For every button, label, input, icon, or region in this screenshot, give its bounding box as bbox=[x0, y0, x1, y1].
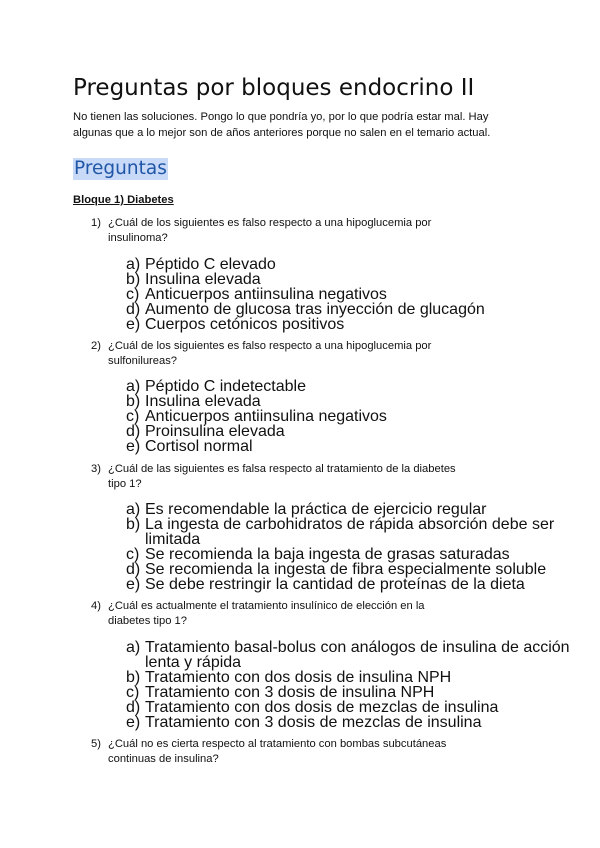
option-letter: b) bbox=[126, 393, 141, 410]
option-letter: d) bbox=[126, 699, 141, 716]
option-letter: b) bbox=[126, 271, 141, 288]
option-text-line: Es recomendable la práctica de ejercicio regular bbox=[145, 501, 487, 518]
block-title: Bloque 1) Diabetes bbox=[73, 194, 174, 206]
option-letter: c) bbox=[126, 546, 140, 563]
question-text-line: tipo 1? bbox=[108, 478, 142, 490]
option-text bbox=[145, 714, 482, 731]
question-text bbox=[108, 599, 468, 629]
option-text bbox=[145, 317, 465, 332]
option-text-line: lenta y rápida bbox=[145, 654, 242, 671]
option-text-line: Se recomienda la ingesta de fibra especialmente soluble bbox=[145, 561, 547, 578]
option-text-line: Aumento de glucosa tras inyección de glucagón bbox=[145, 301, 485, 318]
option-text-line: Tratamiento con 3 dosis de mezclas de insulina bbox=[145, 714, 482, 731]
option-text-line: Anticuerpos antiinsulina negativos bbox=[145, 408, 387, 425]
option-text-line: limitada bbox=[145, 531, 201, 548]
option-text bbox=[145, 699, 499, 716]
option-text bbox=[145, 287, 465, 302]
question-text-line: diabetes tipo 1? bbox=[108, 615, 187, 627]
option-letter: a) bbox=[126, 639, 141, 656]
question-text-line: ¿Cuál no es cierta respecto al tratamiento con bombas subcutáneas bbox=[108, 738, 447, 750]
option-text-line: Tratamiento con dos dosis de insulina NPH bbox=[145, 669, 452, 686]
option-text bbox=[145, 394, 465, 409]
option-text-line: Anticuerpos antiinsulina negativos bbox=[145, 286, 387, 303]
intro-paragraph bbox=[73, 109, 543, 141]
option-letter: b) bbox=[126, 669, 141, 686]
option-letter: d) bbox=[126, 423, 141, 440]
question-text-line: ¿Cuál de los siguientes es falso respecto a una hipoglucemia por bbox=[108, 217, 432, 229]
option-letter: a) bbox=[126, 256, 141, 273]
option-text bbox=[145, 516, 555, 548]
question-text bbox=[108, 462, 468, 492]
intro-line: algunas que a lo mejor son de años anteriores porque no salen en el temario actual. bbox=[73, 127, 491, 139]
option-letter: d) bbox=[126, 301, 141, 318]
option-letter: e) bbox=[126, 576, 141, 593]
option-text bbox=[145, 546, 510, 563]
intro-line: No tienen las soluciones. Pongo lo que pondría yo, por lo que podría estar mal. Hay bbox=[73, 111, 489, 123]
option-text-line: Tratamiento con dos dosis de mezclas de insulina bbox=[145, 699, 499, 716]
option-text bbox=[145, 561, 547, 578]
document-title: Preguntas por bloques endocrino II bbox=[73, 75, 475, 101]
question-text-line: sulfonilureas? bbox=[108, 355, 178, 367]
option-text bbox=[145, 685, 465, 700]
option-text-line: Cortisol normal bbox=[145, 438, 253, 455]
section-heading: Preguntas bbox=[74, 158, 167, 179]
option-letter: c) bbox=[126, 408, 140, 425]
option-text bbox=[145, 409, 465, 424]
option-text bbox=[145, 439, 465, 454]
question-number: 3) bbox=[91, 463, 101, 475]
option-letter: c) bbox=[126, 684, 140, 701]
option-text-line: Péptido C elevado bbox=[145, 256, 276, 273]
option-text bbox=[145, 379, 465, 394]
option-text-line: Proinsulina elevada bbox=[145, 423, 285, 440]
option-letter: e) bbox=[126, 438, 141, 455]
option-text bbox=[145, 501, 487, 518]
option-text-line: Se debe restringir la cantidad de proteínas de la dieta bbox=[145, 576, 525, 593]
option-text bbox=[145, 272, 465, 287]
question-number: 5) bbox=[91, 738, 101, 750]
option-text-line: Tratamiento basal-bolus con análogos de insulina de acción bbox=[145, 639, 570, 656]
option-letter: c) bbox=[126, 286, 140, 303]
option-text-line: Insulina elevada bbox=[145, 393, 261, 410]
option-letter: d) bbox=[126, 561, 141, 578]
option-text-line: Insulina elevada bbox=[145, 271, 261, 288]
option-text bbox=[145, 639, 570, 671]
question-number: 2) bbox=[91, 340, 101, 352]
option-text-line: Cuerpos cetónicos positivos bbox=[145, 316, 345, 333]
question-number: 4) bbox=[91, 600, 101, 612]
question-text-line: ¿Cuál de los siguientes es falso respecto a una hipoglucemia por bbox=[108, 340, 432, 352]
option-letter: a) bbox=[126, 501, 141, 518]
question-text-line: ¿Cuál es actualmente el tratamiento insulínico de elección en la bbox=[108, 600, 425, 612]
option-text-line: Se recomienda la baja ingesta de grasas saturadas bbox=[145, 546, 510, 563]
question-text-line: insulinoma? bbox=[108, 232, 168, 244]
option-letter: b) bbox=[126, 516, 141, 533]
question-text bbox=[108, 737, 468, 767]
question-text bbox=[108, 339, 468, 369]
option-text-line: Tratamiento con 3 dosis de insulina NPH bbox=[145, 684, 435, 701]
option-letter: a) bbox=[126, 378, 141, 395]
option-text bbox=[145, 424, 465, 439]
option-text bbox=[145, 257, 465, 272]
option-text-line: Péptido C indetectable bbox=[145, 378, 306, 395]
option-text-line: La ingesta de carbohidratos de rápida absorción debe ser bbox=[145, 516, 555, 533]
option-text bbox=[145, 670, 465, 685]
question-number: 1) bbox=[91, 217, 101, 229]
option-letter: e) bbox=[126, 714, 141, 731]
option-letter: e) bbox=[126, 316, 141, 333]
question-text-line: continuas de insulina? bbox=[108, 753, 219, 765]
question-text-line: ¿Cuál de las siguientes es falsa respecto al tratamiento de la diabetes bbox=[108, 463, 456, 475]
option-text bbox=[145, 576, 525, 593]
option-text bbox=[145, 301, 485, 318]
question-text bbox=[108, 216, 468, 246]
